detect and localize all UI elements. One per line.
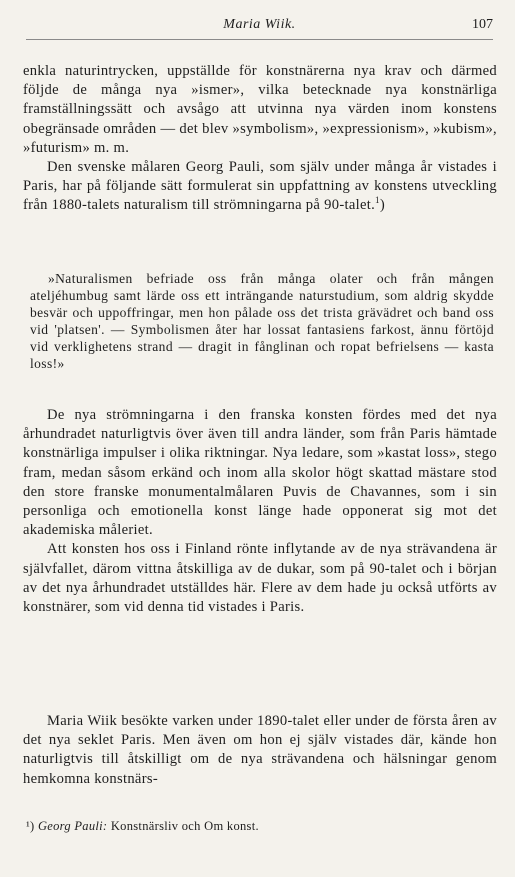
page-header bbox=[26, 17, 493, 39]
paragraph-4: Att konsten hos oss i Finland rönte inflytande av de nya strävandena är självfallet, därom vittna åtskilliga av de dukar, som på 90-talet och i början av det nya århundradet utställdes här. Flere av dem hade ju också utförts av konstnärer, som vid denna tid vistades i Paris. bbox=[23, 541, 497, 616]
footnote-ref: 1 bbox=[375, 195, 380, 206]
section-bottom bbox=[23, 712, 497, 789]
paragraph-3: De nya strömningarna i den franska konsten fördes med det nya århundradet naturligtvis över även till andra länder, som från Paris hämtade konstnärliga impulser i olika riktningar. Nya ledare, som »kastat loss», stego fram, medan såsom erkänd och inom alla skolor högt skattad mästare stod den store franske monumentalmålaren Puvis de Chavannes, som i sin personliga och emotionella konst länge hade opponerat sig mot det akademiska måleriet. bbox=[23, 407, 497, 539]
page-number: 107 bbox=[472, 17, 493, 32]
paragraph-5: Maria Wiik besökte varken under 1890-talet eller under de första åren av det nya seklet Paris. Men även om hon ej själv vistades där, kände hon naturligtvis till åtskilligt om de nya strävandena och hälsningar genom hemkomna konstnärs- bbox=[23, 713, 497, 787]
section-top bbox=[23, 62, 497, 216]
paragraph-1: enkla naturintrycken, uppställde för konstnärerna nya krav och därmed följde de många nya »ismer», vilka betecknade nya konstnärliga framställningssätt och avsågo att utvinna nya värden inom konstens obegränsade områden — det blev »symbolism», »expressionism», »kubism», »futurism» m. m. bbox=[23, 63, 497, 156]
block-quote: »Naturalismen befriade oss från många olater och från mången ateljéhumbug samt lärde oss ett inträngande naturstudium, som aldrig skydde besvär och uppoffringar, men hon pålade oss det trista grävädret och band oss vid 'platsen'. — Symbolismen åter har lossat fantasiens farkost, ännu förtöjd vid verklighetens strand — dragit in fånglinan och ropat befrielsens — kasta loss!» bbox=[30, 271, 494, 371]
paragraph-2-close: ) bbox=[379, 197, 386, 214]
header-rule bbox=[26, 39, 493, 40]
footnote-marker: ¹) bbox=[26, 819, 35, 833]
footnote-author: Georg Pauli: bbox=[37, 819, 108, 833]
footnote bbox=[26, 819, 259, 834]
paragraph-2-text: Den svenske målaren Georg Pauli, som själv under många år vistades i Paris, har på följande sätt formulerat sin uppfattning av konstens utveckling från 1880-talets naturalism till strömningarna på 90-talet. bbox=[23, 159, 497, 214]
footnote-title: Konstnärsliv och Om konst. bbox=[110, 819, 259, 833]
paragraph-2 bbox=[23, 158, 497, 216]
section-middle bbox=[23, 406, 497, 617]
running-title: Maria Wiik. bbox=[223, 17, 296, 32]
